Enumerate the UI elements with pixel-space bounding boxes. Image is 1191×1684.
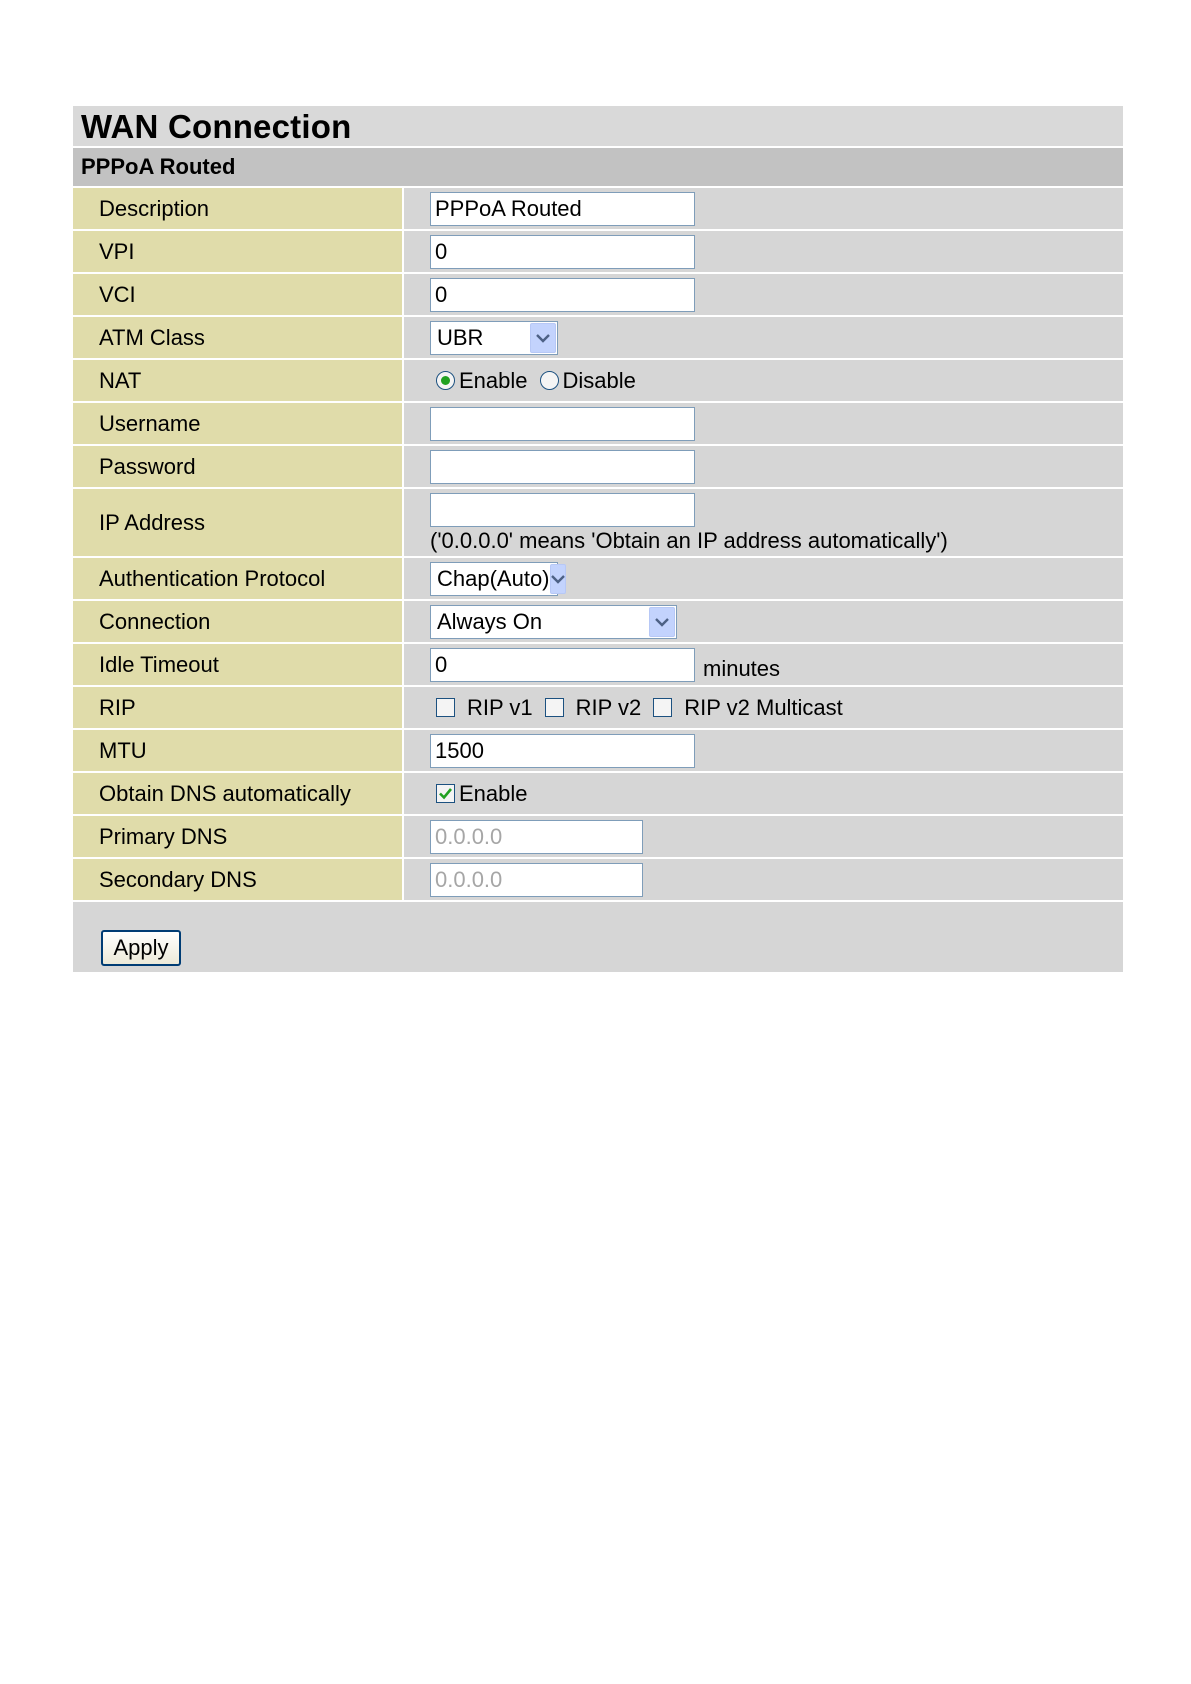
radio-dot-icon bbox=[441, 376, 450, 385]
obtain-dns-checkbox[interactable] bbox=[436, 784, 455, 803]
row-secondary-dns bbox=[73, 859, 1123, 902]
rip-v1-checkbox[interactable] bbox=[436, 698, 455, 717]
rip-v2-multicast-checkbox[interactable] bbox=[653, 698, 672, 717]
vpi-label: VPI bbox=[73, 231, 404, 272]
auth-protocol-label: Authentication Protocol bbox=[73, 558, 404, 599]
vci-cell bbox=[404, 274, 1123, 315]
connection-cell bbox=[404, 601, 1123, 642]
secondary-dns-label: Secondary DNS bbox=[73, 859, 404, 900]
row-username bbox=[73, 403, 1123, 446]
vci-input[interactable] bbox=[430, 278, 695, 312]
row-description bbox=[73, 188, 1123, 231]
wan-connection-panel bbox=[73, 106, 1123, 972]
rip-v2-checkbox[interactable] bbox=[545, 698, 564, 717]
username-cell bbox=[404, 403, 1123, 444]
row-auth-protocol bbox=[73, 558, 1123, 601]
row-connection bbox=[73, 601, 1123, 644]
atm-class-select[interactable] bbox=[430, 321, 558, 355]
row-primary-dns bbox=[73, 816, 1123, 859]
row-password bbox=[73, 446, 1123, 489]
auth-protocol-cell bbox=[404, 558, 1123, 599]
nat-disable-label: Disable bbox=[562, 367, 636, 393]
atm-class-cell bbox=[404, 317, 1123, 358]
ip-address-hint: ('0.0.0.0' means 'Obtain an IP address automatically') bbox=[430, 528, 948, 553]
apply-button[interactable]: Apply bbox=[101, 930, 181, 966]
row-atm-class bbox=[73, 317, 1123, 360]
ip-address-label: IP Address bbox=[73, 489, 404, 556]
nat-disable-radio[interactable] bbox=[540, 371, 559, 390]
section-title: PPPoA Routed bbox=[73, 148, 1123, 188]
row-ip-address bbox=[73, 489, 1123, 558]
vci-label: VCI bbox=[73, 274, 404, 315]
idle-timeout-unit: minutes bbox=[703, 655, 781, 681]
connection-label: Connection bbox=[73, 601, 404, 642]
ip-address-cell bbox=[404, 489, 1123, 556]
rip-v2-multicast-label: RIP v2 Multicast bbox=[684, 694, 843, 720]
connection-select[interactable] bbox=[430, 605, 677, 639]
idle-timeout-cell bbox=[404, 644, 1123, 685]
chevron-down-icon[interactable] bbox=[550, 564, 566, 594]
row-rip bbox=[73, 687, 1123, 730]
mtu-cell bbox=[404, 730, 1123, 771]
rip-cell bbox=[404, 687, 1123, 728]
username-label: Username bbox=[73, 403, 404, 444]
description-input[interactable] bbox=[430, 192, 695, 226]
row-mtu bbox=[73, 730, 1123, 773]
password-input[interactable] bbox=[430, 450, 695, 484]
connection-selected: Always On bbox=[437, 608, 543, 634]
idle-timeout-input[interactable] bbox=[430, 648, 695, 682]
obtain-dns-label: Obtain DNS automatically bbox=[73, 773, 404, 814]
obtain-dns-cell bbox=[404, 773, 1123, 814]
chevron-down-icon[interactable] bbox=[530, 323, 556, 353]
atm-class-selected: UBR bbox=[437, 324, 484, 350]
row-nat bbox=[73, 360, 1123, 403]
username-input[interactable] bbox=[430, 407, 695, 441]
ip-address-input[interactable] bbox=[430, 493, 695, 527]
row-obtain-dns bbox=[73, 773, 1123, 816]
idle-timeout-label: Idle Timeout bbox=[73, 644, 404, 685]
mtu-label: MTU bbox=[73, 730, 404, 771]
row-vpi bbox=[73, 231, 1123, 274]
password-cell bbox=[404, 446, 1123, 487]
nat-enable-radio[interactable] bbox=[436, 371, 455, 390]
rip-v2-label: RIP v2 bbox=[575, 694, 642, 720]
vpi-cell bbox=[404, 231, 1123, 272]
atm-class-label: ATM Class bbox=[73, 317, 404, 358]
row-vci bbox=[73, 274, 1123, 317]
primary-dns-label: Primary DNS bbox=[73, 816, 404, 857]
row-idle-timeout bbox=[73, 644, 1123, 687]
obtain-dns-enable-label: Enable bbox=[459, 780, 528, 806]
form-footer bbox=[73, 902, 1123, 972]
nat-label: NAT bbox=[73, 360, 404, 401]
auth-protocol-selected: Chap(Auto) bbox=[437, 565, 550, 591]
chevron-down-icon[interactable] bbox=[649, 607, 675, 637]
primary-dns-input[interactable] bbox=[430, 820, 643, 854]
vpi-input[interactable] bbox=[430, 235, 695, 269]
primary-dns-cell bbox=[404, 816, 1123, 857]
checkmark-icon bbox=[438, 787, 453, 800]
secondary-dns-input[interactable] bbox=[430, 863, 643, 897]
nat-cell bbox=[404, 360, 1123, 401]
password-label: Password bbox=[73, 446, 404, 487]
nat-enable-label: Enable bbox=[459, 367, 528, 393]
mtu-input[interactable] bbox=[430, 734, 695, 768]
description-label: Description bbox=[73, 188, 404, 229]
auth-protocol-select[interactable] bbox=[430, 562, 558, 596]
rip-v1-label: RIP v1 bbox=[467, 694, 533, 720]
description-cell bbox=[404, 188, 1123, 229]
secondary-dns-cell bbox=[404, 859, 1123, 900]
rip-label: RIP bbox=[73, 687, 404, 728]
page-title: WAN Connection bbox=[73, 106, 1123, 148]
